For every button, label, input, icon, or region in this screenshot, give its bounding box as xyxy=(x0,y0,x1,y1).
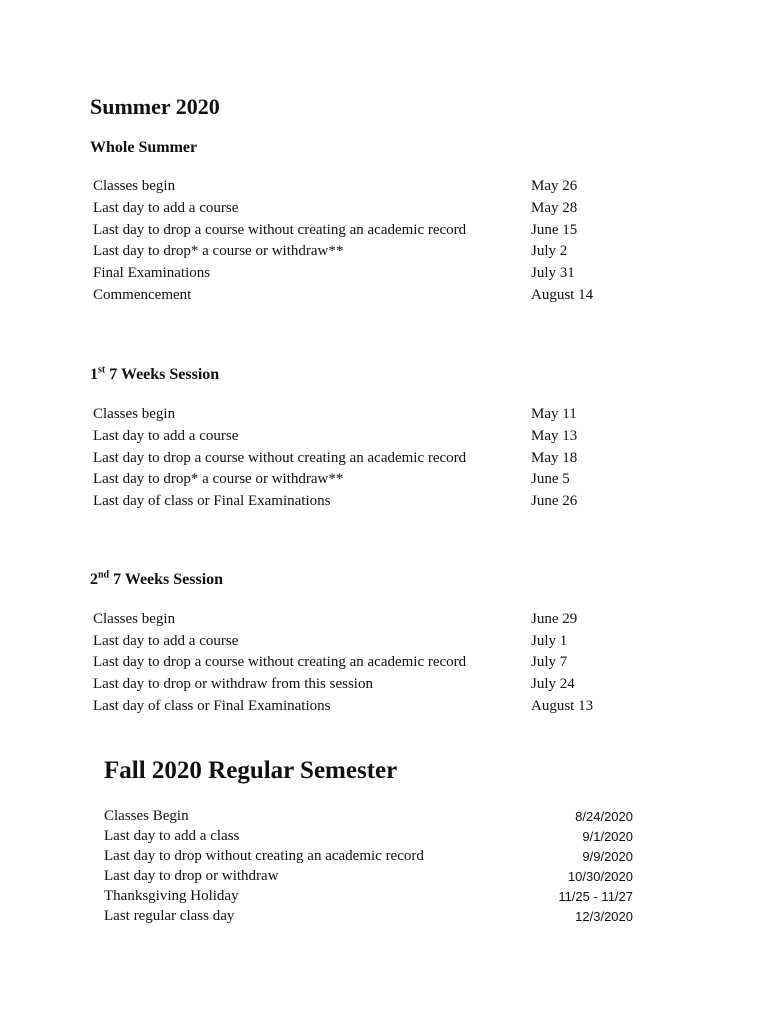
second-session-row-date: June 29 xyxy=(531,611,578,627)
first-session-row-date: June 5 xyxy=(531,471,570,487)
fall-row-label: Last day to add a class xyxy=(104,828,240,844)
fall-row-label: Thanksgiving Holiday xyxy=(104,888,239,904)
second-session-row-date: July 24 xyxy=(531,676,575,692)
whole-summer-row-date: May 28 xyxy=(531,200,578,216)
fall-row-label: Classes Begin xyxy=(104,808,189,824)
whole-summer-row-label: Last day to drop* a course or withdraw** xyxy=(93,243,344,259)
whole-summer-row-label: Last day to add a course xyxy=(93,200,239,216)
second-session-row-label: Classes begin xyxy=(93,611,176,627)
first-session-row-date: May 18 xyxy=(531,450,578,466)
first-session-row-label: Classes begin xyxy=(93,406,176,422)
fall-row-label: Last regular class day xyxy=(104,908,235,924)
fall-row-label: Last day to drop or withdraw xyxy=(104,868,279,884)
first-session-row-label: Last day to drop* a course or withdraw** xyxy=(93,471,344,487)
second-session-row-label: Last day to add a course xyxy=(93,633,239,649)
fall-row-date: 9/1/2020 xyxy=(582,829,633,844)
whole-summer-row-date: August 14 xyxy=(531,287,594,303)
whole-summer-row-date: May 26 xyxy=(531,178,578,194)
whole-summer-row-label: Classes begin xyxy=(93,178,176,194)
first-session-row-date: May 13 xyxy=(531,428,578,444)
second-session-heading: 2nd 7 Weeks Session xyxy=(90,569,224,588)
first-session-row-label: Last day of class or Final Examinations xyxy=(93,493,331,509)
whole-summer-heading: Whole Summer xyxy=(90,139,198,156)
second-session-row-date: August 13 xyxy=(531,698,594,714)
whole-summer-row-date: July 2 xyxy=(531,243,568,259)
fall-title: Fall 2020 Regular Semester xyxy=(104,757,398,784)
fall-row-date: 8/24/2020 xyxy=(575,809,633,824)
summer-title: Summer 2020 xyxy=(90,94,220,119)
first-session-row-date: June 26 xyxy=(531,493,578,509)
second-session-row-label: Last day of class or Final Examinations xyxy=(93,698,331,714)
first-session-row-date: May 11 xyxy=(531,406,577,422)
whole-summer-row-label: Final Examinations xyxy=(93,265,211,281)
fall-row-date: 10/30/2020 xyxy=(567,869,633,884)
fall-row-label: Last day to drop without creating an academic record xyxy=(104,848,424,864)
whole-summer-row-label: Last day to drop a course without creating an academic record xyxy=(93,222,467,238)
second-session-row-date: July 7 xyxy=(531,654,568,670)
second-session-row-label: Last day to drop or withdraw from this session xyxy=(93,676,373,692)
fall-row-date: 11/25 - 11/27 xyxy=(558,889,633,904)
first-session-row-label: Last day to add a course xyxy=(93,428,239,444)
fall-row-date: 9/9/2020 xyxy=(582,849,633,864)
whole-summer-row-date: July 31 xyxy=(531,265,575,281)
second-session-row-label: Last day to drop a course without creating an academic record xyxy=(93,654,467,670)
whole-summer-row-date: June 15 xyxy=(531,222,578,238)
whole-summer-row-label: Commencement xyxy=(93,287,192,303)
first-session-heading: 1st 7 Weeks Session xyxy=(90,364,220,383)
second-session-row-date: July 1 xyxy=(531,633,568,649)
first-session-row-label: Last day to drop a course without creating an academic record xyxy=(93,450,467,466)
fall-row-date: 12/3/2020 xyxy=(575,909,633,924)
